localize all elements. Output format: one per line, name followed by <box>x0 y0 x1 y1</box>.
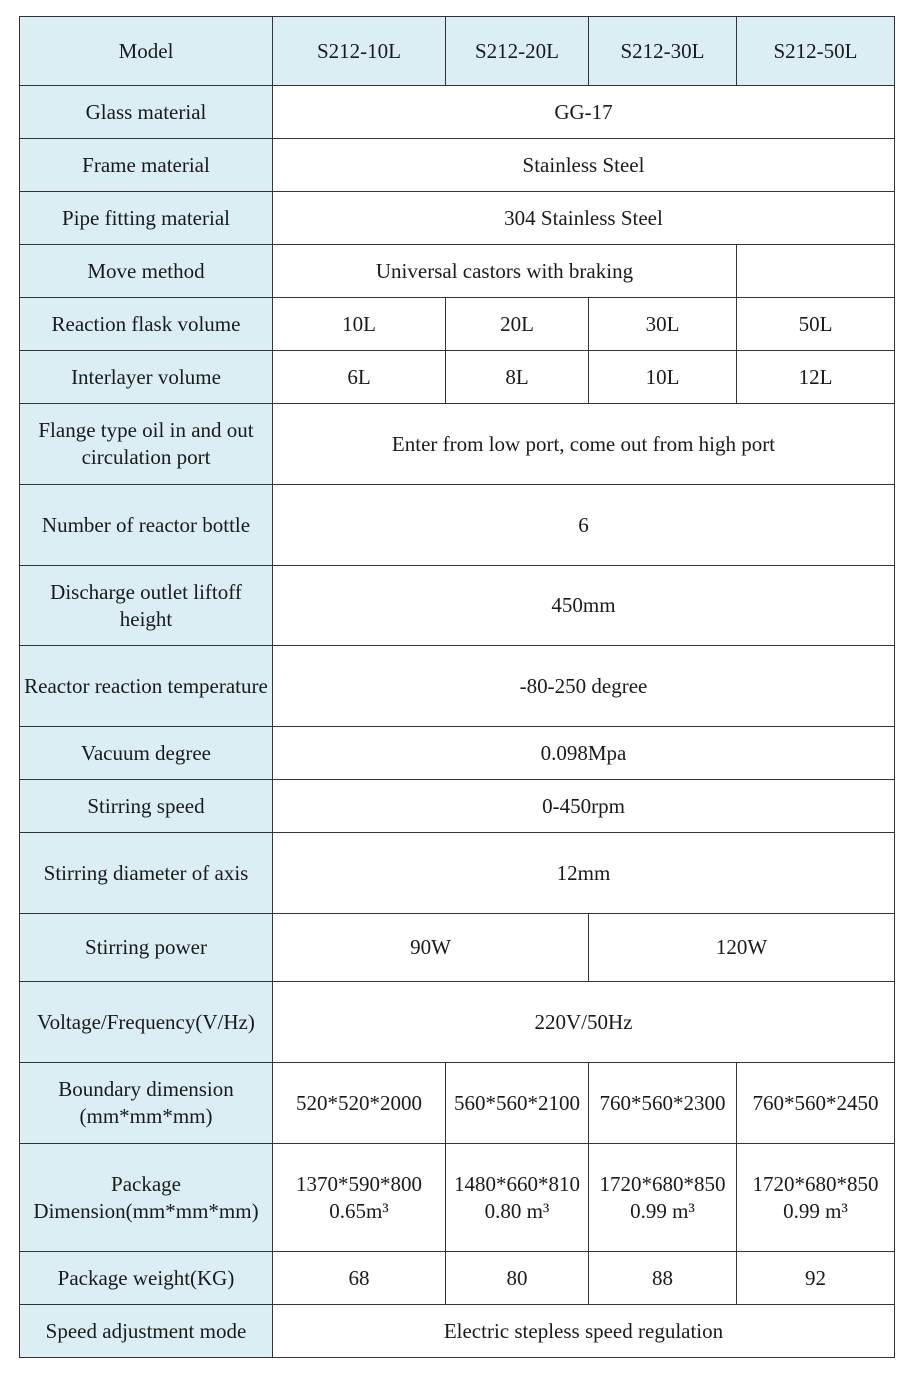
row-value: 0-450rpm <box>273 780 895 833</box>
table-row <box>20 982 895 1063</box>
row-value: Electric stepless speed regulation <box>273 1305 895 1358</box>
row-label: Flange type oil in and out circulation port <box>20 404 273 485</box>
model-name: S212-10L <box>273 17 446 86</box>
row-value: 90W <box>273 914 589 982</box>
row-value: 50L <box>737 298 895 351</box>
row-value: GG-17 <box>273 86 895 139</box>
table-row <box>20 1305 895 1358</box>
row-label: Speed adjustment mode <box>20 1305 273 1358</box>
table-row <box>20 485 895 566</box>
row-value: 6L <box>273 351 446 404</box>
row-value-empty <box>737 245 895 298</box>
row-label: Move method <box>20 245 273 298</box>
row-value: 10L <box>273 298 446 351</box>
row-label: Voltage/Frequency(V/Hz) <box>20 982 273 1063</box>
row-value: 6 <box>273 485 895 566</box>
table-row <box>20 1252 895 1305</box>
model-name: S212-50L <box>737 17 895 86</box>
row-label: Number of reactor bottle <box>20 485 273 566</box>
row-label: Stirring speed <box>20 780 273 833</box>
row-value: 560*560*2100 <box>446 1063 589 1144</box>
row-value: 450mm <box>273 566 895 646</box>
table-row <box>20 780 895 833</box>
row-label: Boundary dimension (mm*mm*mm) <box>20 1063 273 1144</box>
row-label: Reactor reaction temperature <box>20 646 273 727</box>
row-value: Universal castors with braking <box>273 245 737 298</box>
row-value: 220V/50Hz <box>273 982 895 1063</box>
row-value: 1480*660*810 0.80 m³ <box>446 1144 589 1252</box>
row-value: 12L <box>737 351 895 404</box>
row-value: 12mm <box>273 833 895 914</box>
row-value: 8L <box>446 351 589 404</box>
row-value: 30L <box>589 298 737 351</box>
row-label: Package Dimension(mm*mm*mm) <box>20 1144 273 1252</box>
row-value: 10L <box>589 351 737 404</box>
row-value: 304 Stainless Steel <box>273 192 895 245</box>
row-value: 80 <box>446 1252 589 1305</box>
row-label: Stirring diameter of axis <box>20 833 273 914</box>
row-label: Stirring power <box>20 914 273 982</box>
row-value: 760*560*2450 <box>737 1063 895 1144</box>
row-value: 88 <box>589 1252 737 1305</box>
row-label: Pipe fitting material <box>20 192 273 245</box>
table-row <box>20 646 895 727</box>
row-value: 0.098Mpa <box>273 727 895 780</box>
table-row <box>20 833 895 914</box>
row-value: 760*560*2300 <box>589 1063 737 1144</box>
table-row <box>20 404 895 485</box>
row-label: Frame material <box>20 139 273 192</box>
header-row <box>20 17 895 86</box>
table-row <box>20 245 895 298</box>
row-label: Package weight(KG) <box>20 1252 273 1305</box>
table-row <box>20 86 895 139</box>
row-value: 20L <box>446 298 589 351</box>
row-value: 1720*680*850 0.99 m³ <box>737 1144 895 1252</box>
table-row <box>20 914 895 982</box>
table-row <box>20 727 895 780</box>
table-row <box>20 139 895 192</box>
row-value: 92 <box>737 1252 895 1305</box>
row-label: Reaction flask volume <box>20 298 273 351</box>
row-label: Interlayer volume <box>20 351 273 404</box>
row-value: 1370*590*800 0.65m³ <box>273 1144 446 1252</box>
row-label: Vacuum degree <box>20 727 273 780</box>
spec-table <box>19 16 895 1358</box>
row-value: 68 <box>273 1252 446 1305</box>
row-value: Enter from low port, come out from high port <box>273 404 895 485</box>
model-name: S212-20L <box>446 17 589 86</box>
row-value: 120W <box>589 914 895 982</box>
row-label: Glass material <box>20 86 273 139</box>
row-value: -80-250 degree <box>273 646 895 727</box>
row-value: 520*520*2000 <box>273 1063 446 1144</box>
table-row <box>20 1063 895 1144</box>
table-row <box>20 566 895 646</box>
row-label: Discharge outlet liftoff height <box>20 566 273 646</box>
model-name: S212-30L <box>589 17 737 86</box>
table-row <box>20 192 895 245</box>
table-row <box>20 1144 895 1252</box>
row-value: 1720*680*850 0.99 m³ <box>589 1144 737 1252</box>
table-row <box>20 298 895 351</box>
table-row <box>20 351 895 404</box>
model-header: Model <box>20 17 273 86</box>
row-value: Stainless Steel <box>273 139 895 192</box>
